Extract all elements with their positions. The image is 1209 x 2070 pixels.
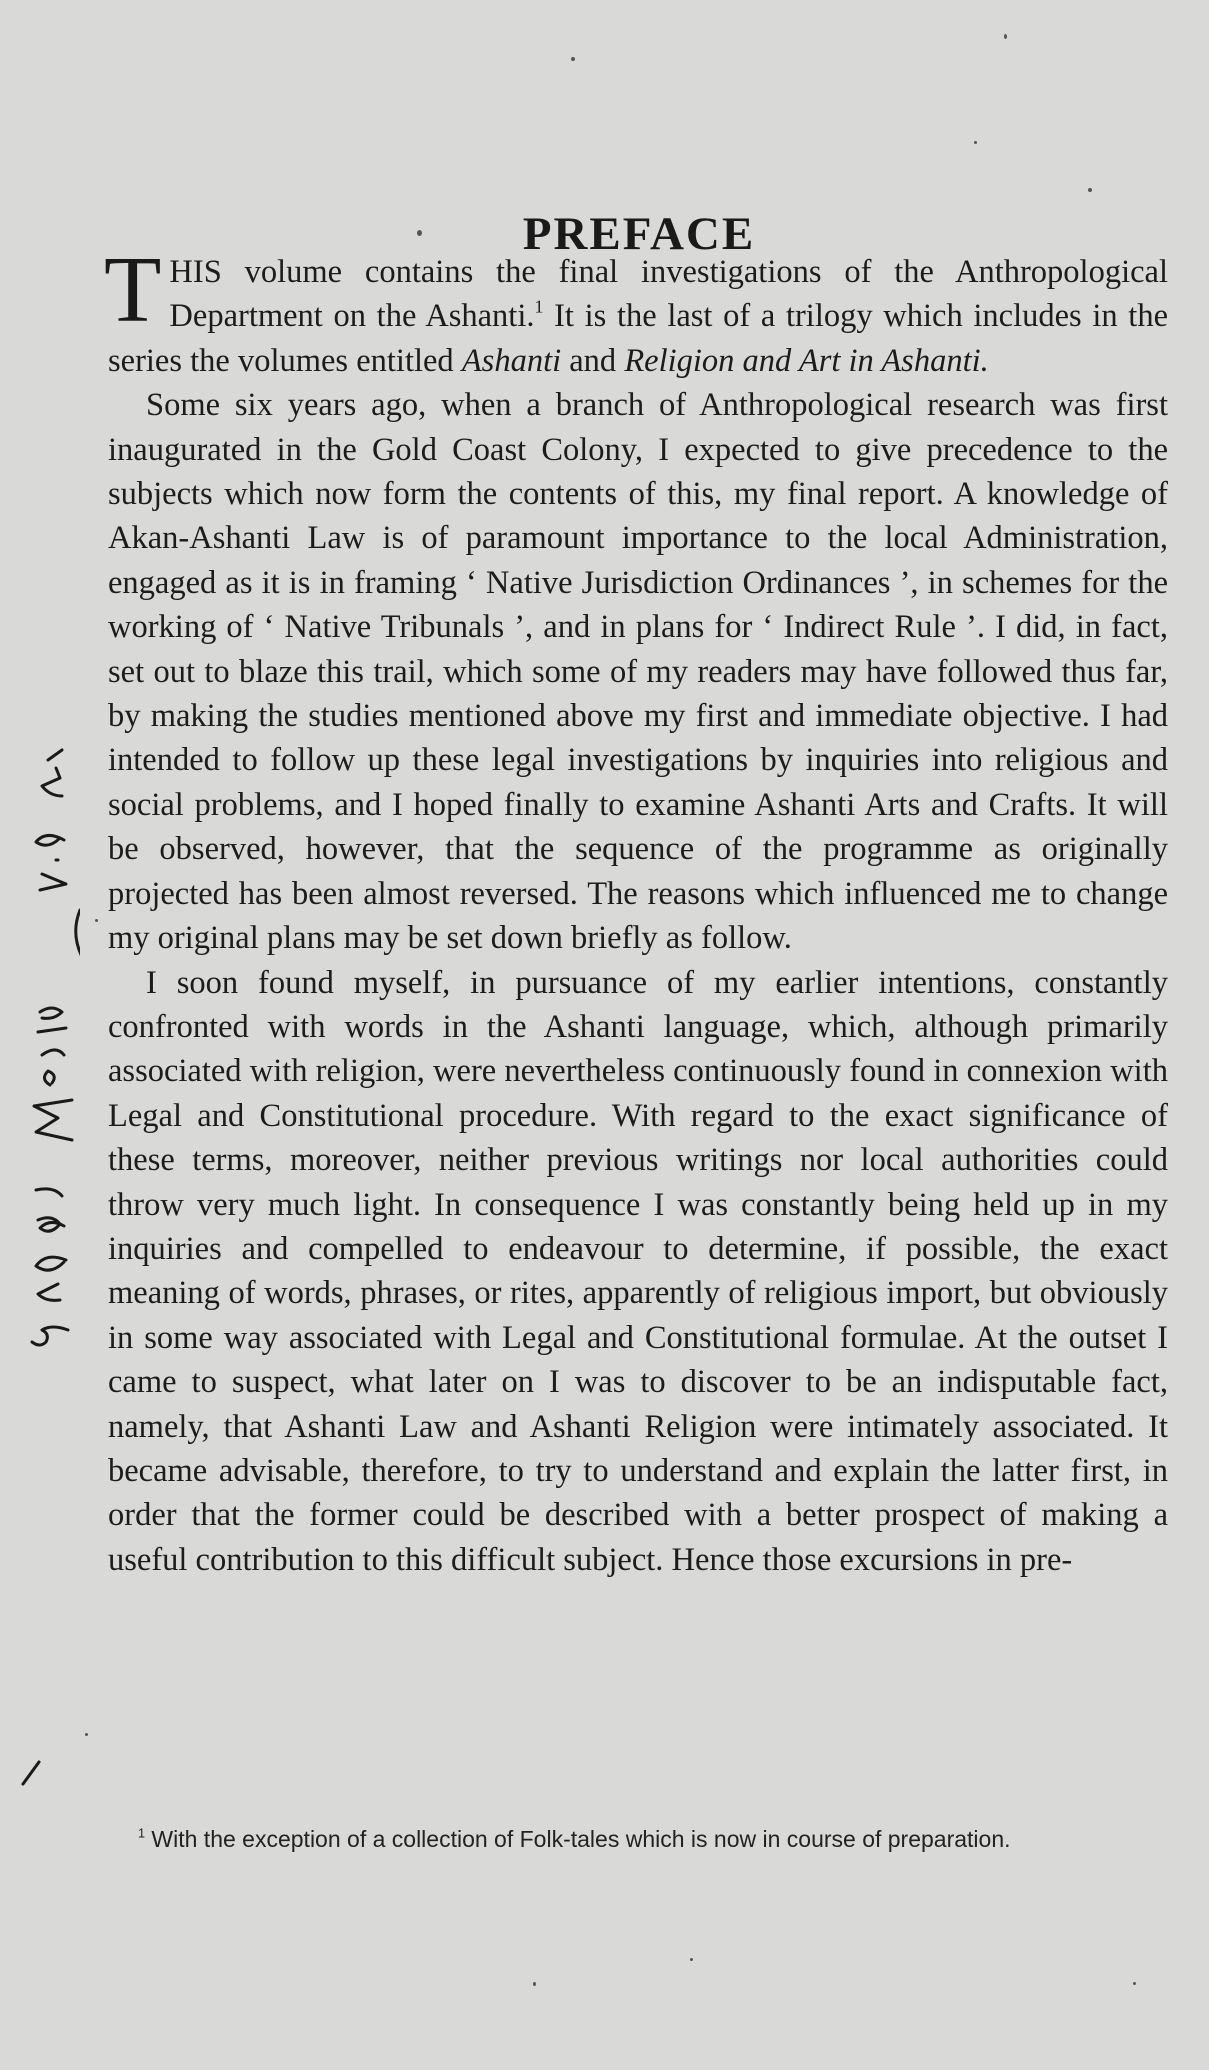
- body-text: [104, 238, 1169, 1582]
- footnote: [108, 1823, 1168, 1856]
- book-title-religion-and-art: Religion and Art in Ashanti.: [624, 342, 989, 379]
- paragraph-2: Some six years ago, when a branch of Anthropological research was first inaugurated in the Gold Coast Colony, I expected to give precedence to the subjects which now form the contents of this, my final report. A knowledge of Akan-Ashanti Law is of paramount importance to the local Administration, engaged as it is in framing ‘ Native Jurisdiction Ordinances ’, in schemes for the working of ‘ Native Tribunals ’, and in plans for ‘ Indirect Rule ’. I did, in fact, set out to blaze this trail, which some of my readers may have followed thus far, by making the studies mentioned above my first and immediate objective. I had intended to follow up these legal investigations by inquiries into religious and social problems, and I hoped finally to examine Ashanti Arts and Crafts. It will be observed, however, that the sequence of the programme as originally projected has been almost reversed. The reasons which influenced me to change my original plans may be set down briefly as follow.: [108, 387, 1168, 957]
- drop-cap: T: [104, 238, 162, 342]
- paragraph-1-text: HIS volume contains the final investigations of the Anthropological Department on the Ashanti.: [169, 254, 1168, 335]
- footnote-reference: 1: [534, 297, 544, 317]
- footnote-mark: 1: [138, 1826, 146, 1841]
- footnote-text: With the exception of a collection of Folk-tales which is now in course of preparation.: [151, 1826, 1011, 1852]
- handwritten-margin-note: [20, 720, 80, 1360]
- paragraph-1: [104, 238, 1169, 383]
- page-title: PREFACE: [522, 208, 756, 261]
- margin-slash-mark: [15, 1758, 45, 1788]
- paragraph-3: I soon found myself, in pursuance of my earlier intentions, constantly confronted with words in the Ashanti language, which, although primarily associated with religion, were nevertheless continuously found in connexion with Legal and Constitutional procedure. With regard to the exact significance of these terms, moreover, neither previous writings nor local authorities could throw very much light. In consequence I was constantly being held up in my inquiries and compelled to endeavour to determine, if possible, the exact meaning of words, phrases, or rites, apparently of religious import, but obviously in some way associated with Legal and Constitutional formulae. At the outset I came to suspect, what later on I was to discover to be an indisputable fact, namely, that Ashanti Law and Ashanti Religion were intimately associated. It became advisable, therefore, to try to understand and explain the latter first, in order that the former could be described with a better prospect of making a useful contribution to this difficult subject. Hence those excursions in pre-: [108, 964, 1168, 1578]
- book-title-ashanti: Ashanti: [461, 342, 562, 379]
- paragraph-1-connector: and: [561, 342, 625, 379]
- paragraph-1-text-continued: It is the last of a trilogy which includes in the series the volumes entitled: [108, 298, 1169, 379]
